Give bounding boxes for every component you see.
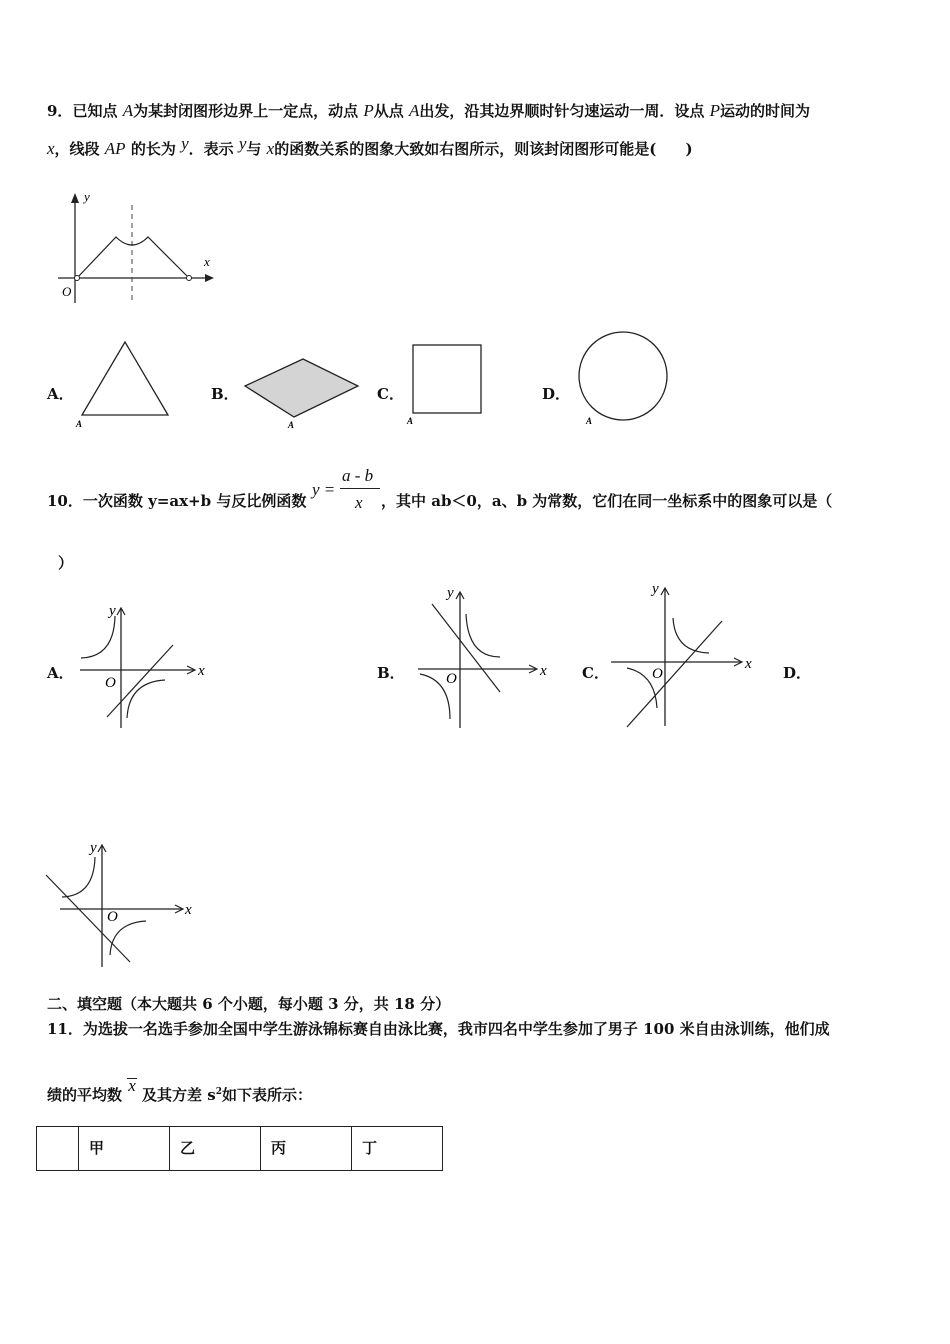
table-cell: 丁 — [352, 1127, 443, 1171]
q9-option-c-label[interactable]: C． — [377, 385, 404, 403]
circle-shape — [579, 332, 667, 420]
fraction-bar — [340, 488, 380, 489]
q9-line-1 — [47, 101, 810, 121]
q10-option-d-graph[interactable] — [40, 837, 195, 972]
origin-label: O — [652, 666, 663, 682]
q9-text: ．表示 — [188, 140, 234, 158]
q10-line-1b — [381, 491, 832, 511]
xbar-symbol — [127, 1078, 137, 1093]
q11-text: 为选拔一名选手参加全国中学生游泳锦标赛自由泳比赛，我市四名中学生参加了男子 100 米自由泳训练，他们成 — [82, 1020, 830, 1038]
hyperbola-branch — [127, 680, 165, 718]
table-cell: 乙 — [170, 1127, 261, 1171]
q10-number: 10． — [47, 492, 83, 510]
x-axis-arrow — [205, 274, 214, 282]
q9-text: 的函数关系的图象大致如右图所示，则该封闭图形可能是( — [274, 140, 657, 158]
q9-var-p: P — [709, 101, 720, 120]
x-label: x — [745, 656, 752, 672]
y-label: y — [447, 585, 454, 601]
graph-y-label: y — [84, 189, 90, 204]
q10-option-b-label[interactable]: B． — [377, 664, 405, 682]
q11-text: 如下表所示： — [221, 1086, 312, 1104]
end-point — [187, 276, 192, 281]
q10-line-2 — [58, 553, 73, 573]
x-label: x — [185, 902, 192, 918]
vertex-a-label: A — [76, 419, 83, 429]
q9-var-x: x — [266, 139, 275, 158]
q9-option-c-square[interactable] — [403, 340, 489, 428]
start-point — [75, 276, 80, 281]
y-label: y — [90, 840, 97, 856]
q10-text: 一次函数 y=ax+b 与反比例函数 — [82, 492, 307, 510]
q9-text: 已知点 — [72, 102, 118, 120]
q9-var-a: A — [122, 101, 134, 120]
rhombus-shape — [245, 359, 358, 417]
vertex-a-label: A — [407, 416, 414, 426]
table-cell: 甲 — [79, 1127, 170, 1171]
table-cell: 丙 — [261, 1127, 352, 1171]
x-label: x — [540, 663, 547, 679]
hyperbola-branch — [673, 618, 709, 653]
q10-option-d-label[interactable]: D． — [783, 664, 812, 682]
origin-label: O — [105, 675, 116, 691]
table-cell — [37, 1127, 79, 1171]
q11-line-1 — [47, 1019, 830, 1039]
q9-option-b-label[interactable]: B． — [211, 385, 239, 403]
q10-answer-paren: ） — [58, 554, 74, 572]
section-2-title: 二、填空题（本大题共 6 个小题，每小题 3 分，共 18 分） — [47, 995, 451, 1013]
q9-function-graph — [50, 185, 230, 310]
q9-var-x: x — [47, 139, 55, 158]
graph-origin-label: O — [62, 284, 72, 299]
q11-number: 11． — [47, 1020, 83, 1038]
triangle-shape — [82, 342, 168, 415]
q10-option-c-graph[interactable] — [605, 578, 760, 733]
hyperbola-branch — [466, 614, 500, 657]
q9-var-p: P — [363, 101, 374, 120]
graph-x-label: x — [204, 254, 210, 269]
vertex-a-label: A — [586, 416, 593, 426]
q10-option-c-label[interactable]: C． — [582, 664, 609, 682]
fraction-numerator: a - b — [342, 466, 374, 485]
q10-option-a-label[interactable]: A． — [47, 664, 74, 682]
q9-option-b-rhombus[interactable] — [240, 355, 365, 433]
y-axis-arrow — [71, 193, 79, 203]
q9-text: 运动的时间为 — [720, 102, 811, 120]
xbar-letter: x — [128, 1076, 136, 1095]
fraction-denominator: x — [355, 493, 363, 512]
x-label: x — [198, 663, 205, 679]
square-shape — [413, 345, 481, 413]
q9-var-ap: AP — [104, 139, 126, 158]
q11-line-2 — [47, 1076, 312, 1105]
hyperbola-branch — [81, 616, 115, 658]
q9-var-y: y — [238, 134, 247, 153]
y-label: y — [109, 603, 116, 619]
y-label: y — [652, 581, 659, 597]
q11-data-table — [36, 1126, 443, 1171]
q10-option-a-graph[interactable] — [72, 600, 217, 732]
q9-var-y: y — [181, 134, 189, 153]
q9-option-a-triangle[interactable] — [72, 338, 177, 430]
hyperbola-branch — [62, 857, 95, 897]
origin-label: O — [107, 909, 118, 925]
q11-text: 绩的平均数 — [47, 1086, 123, 1104]
q9-line-2 — [47, 134, 693, 159]
linear-function-line — [107, 645, 173, 717]
q9-text: ，线段 — [54, 140, 100, 158]
q9-number: 9． — [47, 102, 73, 120]
hyperbola-branch — [110, 921, 146, 955]
q10-option-b-graph[interactable] — [410, 582, 555, 732]
origin-label: O — [446, 671, 457, 687]
q9-option-d-circle[interactable] — [572, 325, 672, 430]
q10-text: ，其中 ab＜0，a、b 为常数，它们在同一坐标系中的图象可以是（ — [381, 492, 833, 510]
q9-var-a: A — [408, 101, 420, 120]
q11-superscript: 2 — [215, 1087, 222, 1097]
fraction-lhs: y = — [312, 480, 336, 499]
function-curve — [77, 237, 189, 278]
q10-line-1 — [47, 491, 306, 511]
q9-answer-paren: ) — [685, 140, 693, 158]
q11-text: 及其方差 s — [142, 1086, 216, 1104]
q9-option-d-label[interactable]: D． — [542, 385, 571, 403]
q9-text: 与 — [246, 140, 262, 158]
q9-text: 的长为 — [130, 140, 176, 158]
table-row — [37, 1127, 443, 1171]
q9-option-a-label[interactable]: A． — [47, 385, 74, 403]
q9-text: 为某封闭图形边界上一定点，动点 — [133, 102, 359, 120]
q9-text: 出发，沿其边界顺时针匀速运动一周．设点 — [419, 102, 705, 120]
vertex-a-label: A — [288, 420, 295, 430]
q9-text: 从点 — [373, 102, 404, 120]
